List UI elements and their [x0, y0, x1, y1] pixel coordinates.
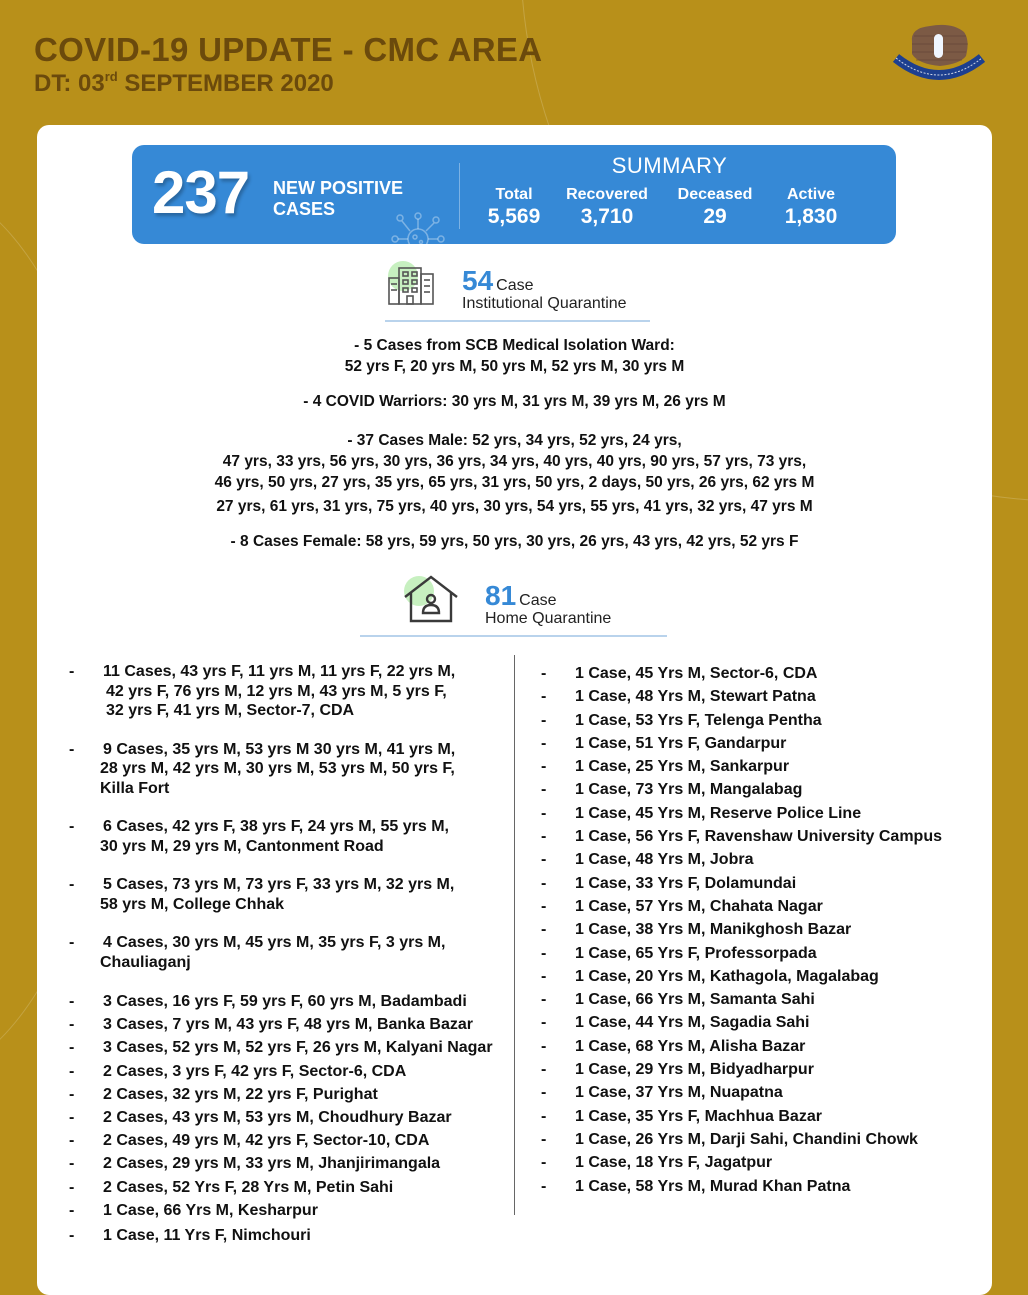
list-item: - 1 Case, 25 Yrs M, Sankarpur	[541, 758, 790, 776]
report-date: DT: 03rd SEPTEMBER 2020	[34, 69, 334, 97]
list-item: - 1 Case, 33 Yrs F, Dolamundai	[541, 874, 797, 892]
list-item: - 1 Case, 56 Yrs F, Ravenshaw University Campus	[541, 828, 942, 846]
list-item: - 3 Cases, 7 yrs M, 43 yrs F, 48 yrs M, Banka Bazar	[69, 1016, 473, 1034]
list-item: - 2 Cases, 52 Yrs F, 28 Yrs M, Petin Sahi	[69, 1178, 394, 1196]
list-item: - 1 Case, 18 Yrs F, Jagatpur	[541, 1154, 773, 1172]
list-item: - 1 Case, 44 Yrs M, Sagadia Sahi	[541, 1014, 810, 1032]
hospital-building-icon	[385, 260, 441, 310]
list-item: - 1 Case, 66 Yrs M, Kesharpur	[69, 1201, 318, 1219]
list-item: - 6 Cases, 42 yrs F, 38 yrs F, 24 yrs M, 55 yrs M, 30 yrs M, 29 yrs M, Cantonment Road	[69, 818, 449, 855]
list-item: - 1 Case, 51 Yrs F, Gandarpur	[541, 734, 787, 752]
home-quarantine-header: 81 Case Home Quarantine	[485, 580, 612, 627]
institutional-title: Institutional Quarantine	[462, 295, 627, 312]
institutional-quarantine-header: 54 Case Institutional Quarantine	[462, 265, 627, 312]
inst-item-female: - 8 Cases Female: 58 yrs, 59 yrs, 50 yrs, 30 yrs, 26 yrs, 43 yrs, 42 yrs, 52 yrs F	[230, 533, 799, 550]
home-list-left-blocks	[69, 662, 514, 991]
summary-divider	[459, 163, 460, 229]
list-item: - 1 Case, 48 Yrs M, Stewart Patna	[541, 688, 816, 706]
list-item: - 11 Cases, 43 yrs F, 11 yrs M, 11 yrs F, 22 yrs M, 42 yrs F, 76 yrs M, 12 yrs M, 43 yrs M, 5 yrs F, 32 yrs F, 41 yrs M, Sector-7, CDA	[69, 663, 456, 719]
stat-recovered: Recovered 3,710	[566, 186, 648, 228]
summary-banner	[132, 145, 896, 244]
list-item: - 3 Cases, 16 yrs F, 59 yrs F, 60 yrs M, Badambadi	[69, 993, 467, 1010]
cmc-logo	[890, 20, 988, 90]
list-item: - 1 Case, 29 Yrs M, Bidyadharpur	[541, 1061, 814, 1079]
stat-active: Active 1,830	[784, 186, 838, 228]
content-card	[37, 125, 992, 1295]
institutional-count: 54	[462, 265, 494, 296]
list-item: - 1 Case, 68 Yrs M, Alisha Bazar	[541, 1037, 806, 1055]
list-item: - 3 Cases, 52 yrs M, 52 yrs F, 26 yrs M, Kalyani Nagar	[69, 1039, 493, 1057]
virus-icon	[390, 209, 446, 244]
list-item: - 1 Case, 11 Yrs F, Nimchouri	[69, 1227, 311, 1245]
list-item: - 1 Case, 20 Yrs M, Kathagola, Magalabag	[541, 967, 879, 985]
new-cases-count: 237	[152, 159, 250, 226]
list-item: - 2 Cases, 49 yrs M, 42 yrs F, Sector-10, CDA	[69, 1132, 430, 1150]
list-item: - 4 Cases, 30 yrs M, 45 yrs M, 35 yrs F, 3 yrs M, Chauliaganj	[69, 934, 446, 971]
list-item: - 2 Cases, 32 yrs M, 22 yrs F, Purighat	[69, 1085, 378, 1103]
home-icon	[401, 573, 461, 625]
section-divider	[385, 320, 650, 322]
stat-deceased: Deceased 29	[677, 186, 753, 228]
list-item: - 1 Case, 58 Yrs M, Murad Khan Patna	[541, 1177, 851, 1195]
list-item: - 1 Case, 48 Yrs M, Jobra	[541, 851, 754, 869]
list-item: - 1 Case, 26 Yrs M, Darji Sahi, Chandini Chowk	[541, 1130, 918, 1148]
stat-total: Total 5,569	[487, 186, 541, 228]
page-title: COVID-19 UPDATE - CMC AREA	[34, 31, 543, 68]
inst-item-scb: - 5 Cases from SCB Medical Isolation Ward: 52 yrs F, 20 yrs M, 50 yrs M, 52 yrs M, 30 yrs M	[344, 337, 685, 375]
list-item: - 1 Case, 65 Yrs F, Professorpada	[541, 944, 817, 962]
new-cases-label: NEW POSITIVE CASES	[273, 178, 404, 219]
list-item: - 2 Cases, 43 yrs M, 53 yrs M, Choudhury Bazar	[69, 1109, 452, 1127]
home-title: Home Quarantine	[485, 610, 612, 627]
list-item: - 1 Case, 53 Yrs F, Telenga Pentha	[541, 711, 822, 729]
list-item: - 1 Case, 57 Yrs M, Chahata Nagar	[541, 897, 823, 915]
list-item: - 9 Cases, 35 yrs M, 53 yrs M 30 yrs M, 41 yrs M, 28 yrs M, 42 yrs M, 30 yrs M, 53 yrs M, 50 yrs F, Killa Fort	[69, 740, 456, 797]
list-item: - 1 Case, 45 Yrs M, Sector-6, CDA	[541, 665, 818, 682]
inst-item-male: - 37 Cases Male: 52 yrs, 34 yrs, 52 yrs, 24 yrs, 47 yrs, 33 yrs, 56 yrs, 30 yrs, 36 yrs, 34 yrs, 40 yrs, 40 yrs, 90 yrs, 57 yrs, 73 yrs, 46 yrs, 50 yrs, 27 yrs, 35 yrs, 65 yrs, 31 yrs, 50 yrs, 2 days, 50 yrs, 26 yrs, 62 yrs M 27 yrs, 61 yrs, 31 yrs, 75 yrs, 40 yrs, 30 yrs, 54 yrs, 55 yrs, 41 yrs, 32 yrs, 47 yrs M	[214, 432, 815, 515]
inst-item-warriors: - 4 COVID Warriors: 30 yrs M, 31 yrs M, 39 yrs M, 26 yrs M	[303, 393, 726, 410]
list-item: - 2 Cases, 29 yrs M, 33 yrs M, Jhanjirimangala	[69, 1155, 441, 1173]
list-item: - 1 Case, 73 Yrs M, Mangalabag	[541, 781, 803, 799]
column-divider	[514, 655, 515, 1215]
list-item: - 5 Cases, 73 yrs M, 73 yrs F, 33 yrs M, 32 yrs M, 58 yrs M, College Chhak	[69, 876, 455, 913]
list-item: - 1 Case, 37 Yrs M, Nuapatna	[541, 1084, 783, 1102]
list-item: - 1 Case, 38 Yrs M, Manikghosh Bazar	[541, 921, 852, 939]
list-item: - 1 Case, 66 Yrs M, Samanta Sahi	[541, 991, 815, 1009]
home-list-left	[69, 990, 514, 1247]
summary-title: SUMMARY	[611, 153, 728, 178]
section-divider	[360, 635, 667, 637]
home-list-right	[541, 662, 981, 1198]
home-count: 81	[485, 580, 517, 611]
list-item: - 1 Case, 45 Yrs M, Reserve Police Line	[541, 804, 862, 822]
list-item: - 1 Case, 35 Yrs F, Machhua Bazar	[541, 1107, 822, 1125]
list-item: - 2 Cases, 3 yrs F, 42 yrs F, Sector-6, CDA	[69, 1062, 407, 1080]
